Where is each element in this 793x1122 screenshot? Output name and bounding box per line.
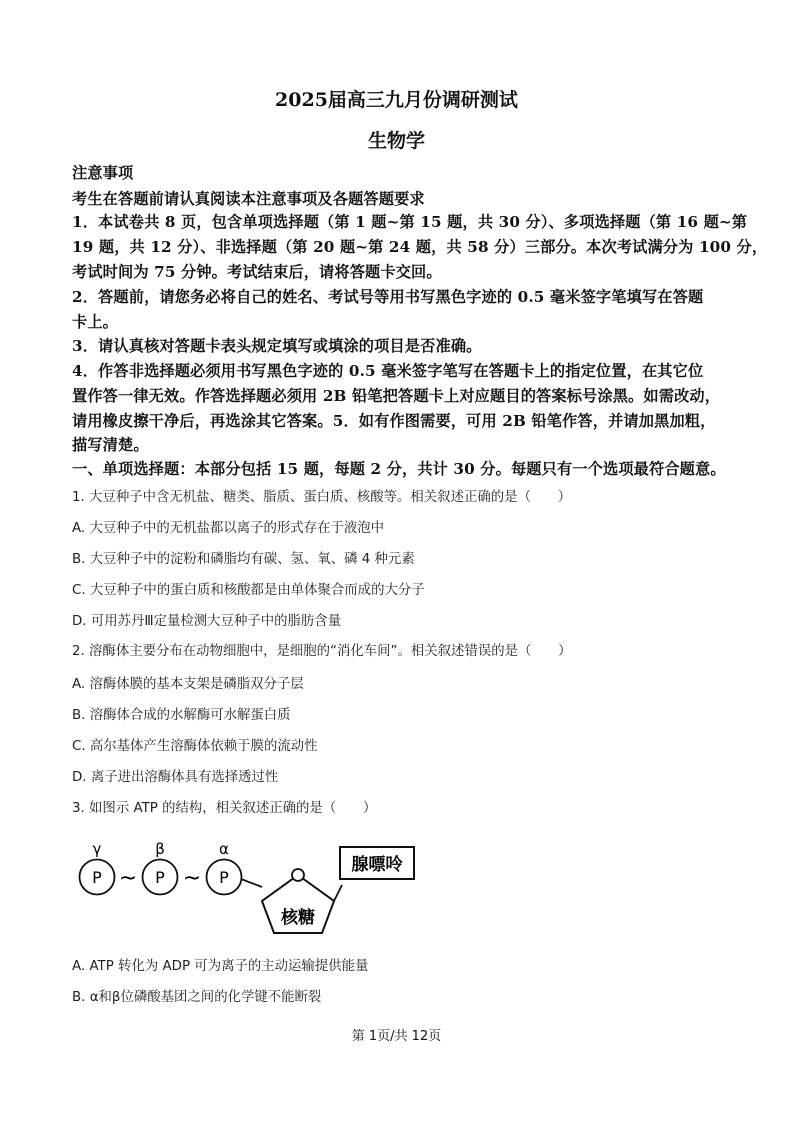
page-footer: 第 1页/共 12页 [351,1029,442,1044]
notice-line: 考试时间为 75 分钟。考试结束后，请将答题卡交回。 [72,263,442,281]
notice-line: 3．请认真核对答题卡表头规定填写或填涂的项目是否准确。 [72,337,482,355]
question-option: A. ATP 转化为 ADP 可为离子的主动运输提供能量 [72,959,369,974]
high-energy-bond: ~ [182,866,202,891]
notice-line: 置作答一律无效。作答选择题必须用 2B 铅笔把答题卡上对应题目的答案标号涂黑。如需改动， [72,387,721,405]
phosphate-alpha-label: P [219,868,229,887]
adenine-label: 腺嘌呤 [351,855,403,875]
question-option: D. 离子进出溶酶体具有选择透过性 [72,770,279,785]
question-stem: 1. 大豆种子中含无机盐、糖类、脂质、蛋白质、核酸等。相关叙述正确的是（ ） [72,490,572,505]
notice-line: 4．作答非选择题必须用书写黑色字迹的 0.5 毫米签字笔写在答题卡上的指定位置，在其它位 [72,362,704,380]
question-option: C. 大豆种子中的蛋白质和核酸都是由单体聚合而成的大分子 [72,583,425,598]
notice-line: 2．答题前，请您务必将自己的姓名、考试号等用书写黑色字迹的 0.5 毫米签字笔填写在答题 [72,288,704,306]
question-option: C. 高尔基体产生溶酶体依赖于膜的流动性 [72,739,318,754]
notice-line: 卡上。 [72,313,119,331]
question-option: B. α和β位磷酸基团之间的化学键不能断裂 [72,990,322,1005]
question-option: D. 可用苏丹Ⅲ定量检测大豆种子中的脂肪含量 [72,614,342,629]
beta-label: β [155,840,165,858]
question-stem: 2. 溶酶体主要分布在动物细胞中，是细胞的“消化车间”。相关叙述错误的是（ ） [72,644,572,659]
question-option: B. 溶酶体合成的水解酶可水解蛋白质 [72,708,291,723]
page-title: 2025届高三九月份调研测试 [275,89,518,111]
notice-intro: 考生在答题前请认真阅读本注意事项及各题答题要求 [72,190,425,208]
alpha-label: α [219,840,229,858]
ester-bond-line [241,879,262,887]
phosphate-gamma-label: P [92,868,102,887]
high-energy-bond: ~ [118,866,138,891]
notice-line: 1．本试卷共 8 页，包含单项选择题（第 1 题~第 15 题，共 30 分）、多项选择题（第 16 题~第 [72,213,748,231]
notice-line: 请用橡皮擦干净后，再选涂其它答案。5．如有作图需要，可用 2B 铅笔作答，并请加黑加粗， [72,412,716,430]
notice-line: 描写清楚。 [72,436,149,454]
glycosidic-bond-line [334,885,342,901]
atp-structure-diagram [72,835,432,940]
question-stem: 3. 如图示 ATP 的结构，相关叙述正确的是（ ） [72,801,377,816]
ring-oxygen [292,869,304,881]
question-option: A. 溶酶体膜的基本支架是磷脂双分子层 [72,677,304,692]
notice-heading: 注意事项 [72,164,134,182]
section-heading: 一、单项选择题：本部分包括 15 题，每题 2 分，共计 30 分。每题只有一个选项最符合题意。 [72,460,726,478]
gamma-label: γ [92,840,102,858]
phosphate-beta-label: P [155,868,165,887]
question-option: B. 大豆种子中的淀粉和磷脂均有碳、氢、氧、磷 4 种元素 [72,552,415,567]
subject-title: 生物学 [367,130,425,152]
ribose-label: 核糖 [281,908,315,928]
question-option: A. 大豆种子中的无机盐都以离子的形式存在于液泡中 [72,521,385,536]
notice-line: 19 题，共 12 分）、非选择题（第 20 题~第 24 题，共 58 分）三部分。本次考试满分为 100 分， [72,238,768,256]
